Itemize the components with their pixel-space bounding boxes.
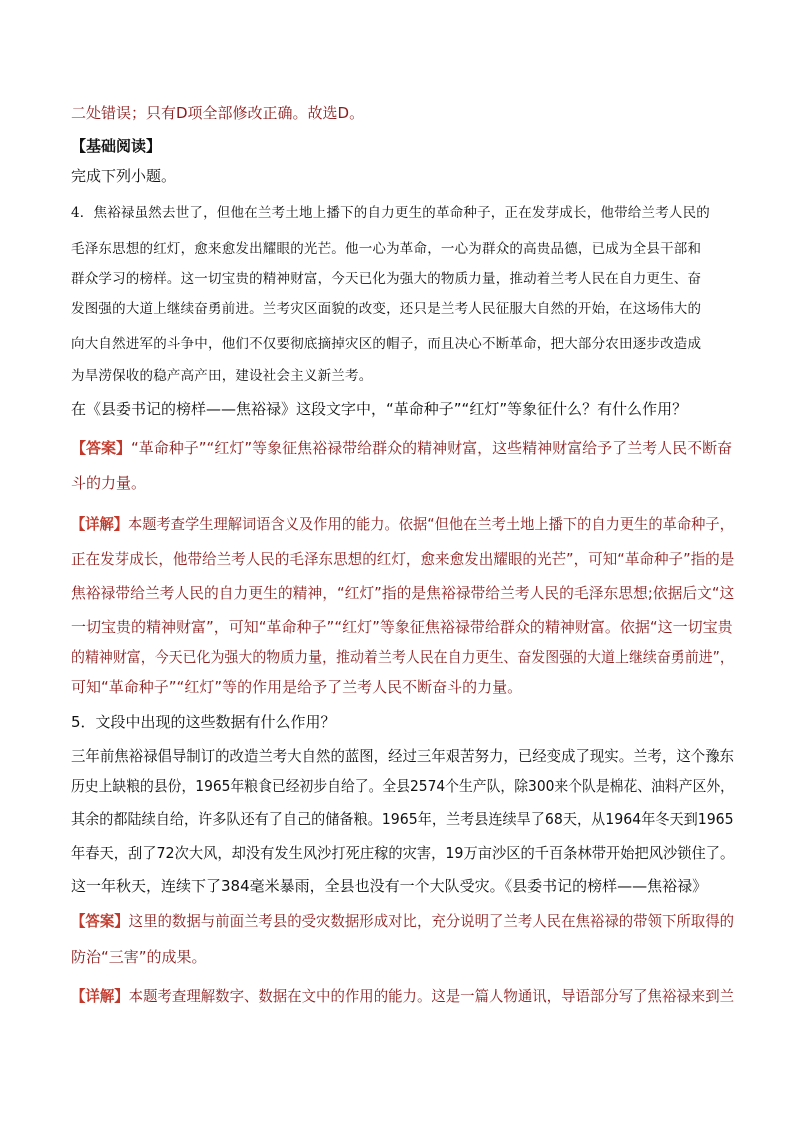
- text-line: [71, 334, 701, 354]
- line-text: 焦裕禄带给兰考人民的自力更生的精神，“红灯”指的是焦裕禄带给兰考人民的毛泽东思想;依据后文“这: [71, 584, 735, 602]
- text-line: [71, 677, 522, 697]
- line-text: 年春天，刮了72次大风，却没有发生风沙打死庄稼的灾害，19万亩沙区的千百条林带开始把风沙锁住了。: [71, 844, 735, 862]
- line-text: 在《县委书记的榜样——焦裕禄》这段文字中，“革命种子”“红灯”等象征什么？有什么作用？: [71, 400, 688, 418]
- text-line: [71, 438, 732, 458]
- text-line: [71, 746, 734, 766]
- text-line: [71, 166, 176, 186]
- text-line: [71, 549, 734, 569]
- line-text: 可知“革命种子”“红灯”等的作用是给予了兰考人民不断奋斗的力量。: [71, 678, 523, 696]
- line-text: 历史上缺粮的县份，1965年粮食已经初步自给了。全县2574个生产队，除300来个队是棉花、油料产区外，: [71, 777, 734, 795]
- text-line: [71, 776, 734, 796]
- text-line: [71, 239, 701, 259]
- text-line: [71, 947, 207, 967]
- text-line: [71, 473, 146, 493]
- line-text: 向大自然进军的斗争中，他们不仅要彻底摘掉灾区的帽子，而且决心不断革命，把大部分农田逐步改造成: [71, 336, 702, 352]
- line-text: 5．文段中出现的这些数据有什么作用？: [71, 713, 336, 731]
- line-text: 本题考查学生理解词语含义及作用的能力。依据“但他在兰考土地上播下的自力更生的革命种子，: [128, 515, 734, 533]
- text-line: [71, 712, 336, 732]
- text-line: [71, 203, 710, 223]
- line-text: 一切宝贵的精神财富”，可知“革命种子”“红灯”等象征焦裕禄带给群众的精神财富。依据“这一切宝贵: [71, 618, 733, 636]
- text-line: [71, 809, 734, 829]
- text-line: [71, 269, 701, 289]
- section-tag: 【答案】: [71, 912, 129, 930]
- line-text: 毛泽东思想的红灯，愈来愈发出耀眼的光芒。他一心为革命，一心为群众的高贵品德，已成为全县干部和: [71, 241, 702, 257]
- line-text: “革命种子”“红灯”等象征焦裕禄带给群众的精神财富，这些精神财富给予了兰考人民不断奋: [131, 439, 733, 457]
- text-line: [71, 986, 734, 1006]
- text-line: [71, 103, 364, 123]
- line-text: 发图强的大道上继续奋勇前进。兰考灾区面貌的改变，还只是兰考人民征服大自然的开始，在这场伟大的: [71, 301, 702, 317]
- text-line: [71, 647, 734, 667]
- text-line: [71, 299, 701, 319]
- line-text: 防治“三害”的成果。: [71, 948, 207, 966]
- text-line: [71, 911, 734, 931]
- text-line: [71, 617, 733, 637]
- line-text: 三年前焦裕禄倡导制订的改造兰考大自然的蓝图，经过三年艰苦努力，已经变成了现实。兰考，这个豫东: [71, 747, 735, 765]
- line-text: 这一年秋天，连续下了384毫米暴雨，全县也没有一个大队受灾。《县委书记的榜样——焦裕禄》: [71, 877, 708, 895]
- line-text: 【基础阅读】: [71, 137, 162, 155]
- line-text: 正在发芽成长，他带给兰考人民的毛泽东思想的红灯，愈来愈发出耀眼的光芒”，可知“革命种子”指的是: [71, 550, 735, 568]
- text-line: [71, 366, 372, 386]
- text-line: [71, 583, 734, 603]
- line-text: 斗的力量。: [71, 474, 147, 492]
- line-text: 二处错误；只有D项全部修改正确。故选D。: [71, 104, 365, 122]
- section-tag: 【详解】: [71, 515, 129, 533]
- section-tag: 【详解】: [71, 987, 129, 1005]
- line-text: 其余的都陆续自给，许多队还有了自己的储备粮。1965年，兰考县连续旱了68天，从1964年冬天到1965: [71, 810, 734, 828]
- text-line: [71, 514, 734, 534]
- line-text: 群众学习的榜样。这一切宝贵的精神财富，今天已化为强大的物质力量，推动着兰考人民在自力更生、奋: [71, 271, 702, 287]
- text-line: [71, 399, 687, 419]
- line-text: 这里的数据与前面兰考县的受灾数据形成对比，充分说明了兰考人民在焦裕禄的带领下所取得的: [128, 912, 735, 930]
- line-text: 完成下列小题。: [71, 167, 177, 185]
- text-line: [71, 876, 707, 896]
- line-text: 的精神财富，今天已化为强大的物质力量，推动着兰考人民在自力更生、奋发图强的大道上继续奋勇前进”，: [71, 648, 734, 666]
- line-text: 本题考查理解数字、数据在文中的作用的能力。这是一篇人物通讯，导语部分写了焦裕禄来到兰: [128, 987, 735, 1005]
- section-tag: 【答案】: [71, 439, 132, 457]
- text-line: [71, 843, 734, 863]
- line-text: 4．焦裕禄虽然去世了，但他在兰考土地上播下的自力更生的革命种子，正在发芽成长，他带给兰考人民的: [71, 205, 710, 221]
- line-text: 为旱涝保收的稳产高产田，建设社会主义新兰考。: [71, 368, 373, 384]
- text-line: [71, 136, 161, 156]
